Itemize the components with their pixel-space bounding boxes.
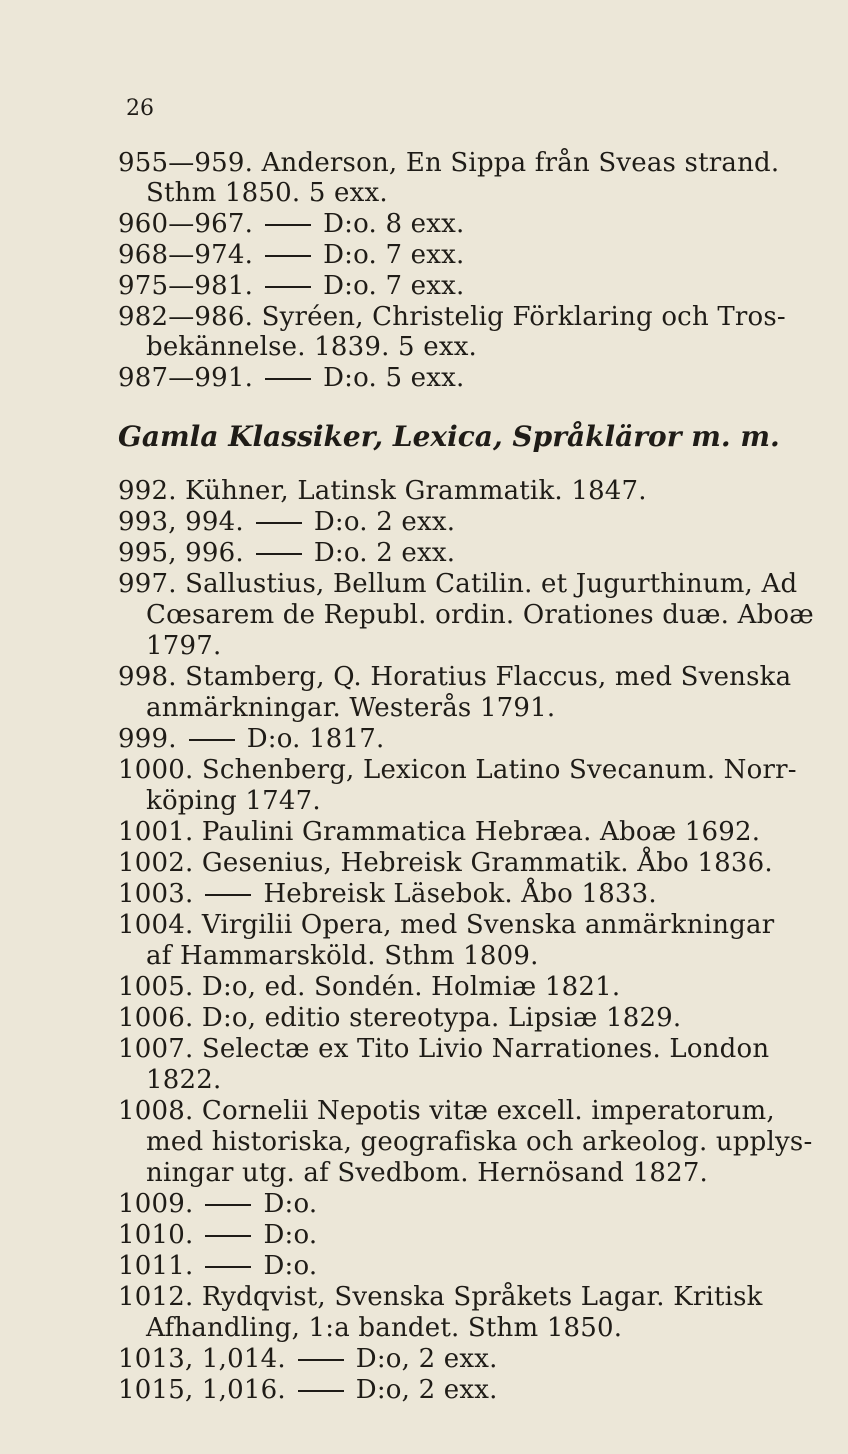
entry-line: anmärkningar. Westerås 1791. (146, 693, 556, 723)
entry-line: bekännelse. 1839. 5 exx. (146, 332, 478, 362)
entry-line: 1000. Schenberg, Lexicon Latino Svecanum. Norr- (118, 755, 797, 785)
entry-line (118, 1220, 317, 1250)
ditto-dash (205, 1266, 251, 1268)
entry-line: 1001. Paulini Grammatica Hebræa. Aboæ 1692. (118, 817, 761, 847)
entry-number: 993, 994. (118, 507, 244, 537)
entry-text: D:o. 8 exx. (323, 209, 465, 239)
entry-text: Hebreisk Läsebok. Åbo 1833. (263, 879, 657, 909)
entry-line: 1002. Gesenius, Hebreisk Grammatik. Åbo 1836. (118, 848, 773, 878)
entry-line: 1005. D:o, ed. Sondén. Holmiæ 1821. (118, 972, 621, 1002)
entry-line: Cœsarem de Republ. ordin. Orationes duæ. Aboæ (146, 600, 814, 630)
entry-line (118, 538, 455, 568)
entry-line: 992. Kühner, Latinsk Grammatik. 1847. (118, 476, 647, 506)
entry-line: ningar utg. af Svedbom. Hernösand 1827. (146, 1158, 709, 1188)
entry-number: 960—967. (118, 209, 254, 239)
entry-text: D:o. 5 exx. (323, 363, 465, 393)
entry-text: D:o. 7 exx. (323, 240, 465, 270)
entry-text: D:o. 7 exx. (323, 271, 465, 301)
entry-line: 1822. (146, 1065, 222, 1095)
ditto-dash (205, 1204, 251, 1206)
entry-line: 1007. Selectæ ex Tito Livio Narrationes. London (118, 1034, 770, 1064)
entry-line: 982—986. Syréen, Christelig Förklaring och Tros- (118, 302, 786, 332)
ditto-dash (256, 522, 302, 524)
entry-number: 999. (118, 724, 177, 754)
entry-number: 1013, 1,014. (118, 1344, 286, 1374)
entry-number: 968—974. (118, 240, 254, 270)
entry-number: 975—981. (118, 271, 254, 301)
ditto-dash (205, 1235, 251, 1237)
entry-line: 1012. Rydqvist, Svenska Språkets Lagar. Kritisk (118, 1282, 763, 1312)
entry-line: köping 1747. (146, 786, 321, 816)
entry-line: Afhandling, 1:a bandet. Sthm 1850. (146, 1313, 623, 1343)
entry-number: 1010. (118, 1220, 194, 1250)
ditto-dash (205, 894, 251, 896)
entry-line (118, 209, 464, 239)
entry-text: D:o. (263, 1189, 318, 1219)
ditto-dash (298, 1359, 344, 1361)
entry-line: 1008. Cornelii Nepotis vitæ excell. imperatorum, (118, 1096, 775, 1126)
entry-line (118, 1344, 498, 1374)
entry-line (118, 271, 464, 301)
entry-line: 1797. (146, 631, 222, 661)
entry-line: Sthm 1850. 5 exx. (146, 178, 388, 208)
ditto-dash (265, 286, 311, 288)
entry-line (118, 724, 384, 754)
entry-text: D:o. (263, 1220, 318, 1250)
entry-line (118, 240, 464, 270)
entry-line (118, 879, 657, 909)
entry-text: D:o. 2 exx. (313, 507, 456, 537)
ditto-dash (265, 224, 311, 226)
ditto-dash (189, 739, 235, 741)
entry-number: 1015, 1,016. (118, 1375, 286, 1405)
entry-number: 995, 996. (118, 538, 244, 568)
entry-text: D:o. (263, 1251, 318, 1281)
entry-number: 1003. (118, 879, 194, 909)
entry-line: med historiska, geografiska och arkeolog. upplys- (146, 1127, 813, 1157)
entry-text: D:o. 2 exx. (313, 538, 456, 568)
entry-line (118, 1251, 317, 1281)
entry-number: 987—991. (118, 363, 254, 393)
entry-text: D:o. 1817. (246, 724, 385, 754)
entry-line: 1004. Virgilii Opera, med Svenska anmärkningar (118, 910, 775, 940)
entry-number: 1011. (118, 1251, 194, 1281)
page-number: 26 (126, 96, 154, 121)
ditto-dash (256, 553, 302, 555)
ditto-dash (265, 255, 311, 257)
entry-line: 955—959. Anderson, En Sippa från Sveas strand. (118, 148, 780, 178)
entry-text: D:o, 2 exx. (355, 1344, 498, 1374)
entry-line (118, 1375, 498, 1405)
entry-text: D:o, 2 exx. (355, 1375, 498, 1405)
ditto-dash (265, 378, 311, 380)
entry-number: 1009. (118, 1189, 194, 1219)
entry-line: af Hammarsköld. Sthm 1809. (146, 941, 539, 971)
entry-line (118, 363, 464, 393)
ditto-dash (298, 1390, 344, 1392)
entry-line (118, 507, 455, 537)
entry-line: 998. Stamberg, Q. Horatius Flaccus, med Svenska (118, 662, 792, 692)
entry-line: 1006. D:o, editio stereotypa. Lipsiæ 1829. (118, 1003, 682, 1033)
section-heading: Gamla Klassiker, Lexica, Språkläror m. m. (118, 420, 780, 453)
entry-line (118, 1189, 317, 1219)
entry-line: 997. Sallustius, Bellum Catilin. et Jugurthinum, Ad (118, 569, 798, 599)
